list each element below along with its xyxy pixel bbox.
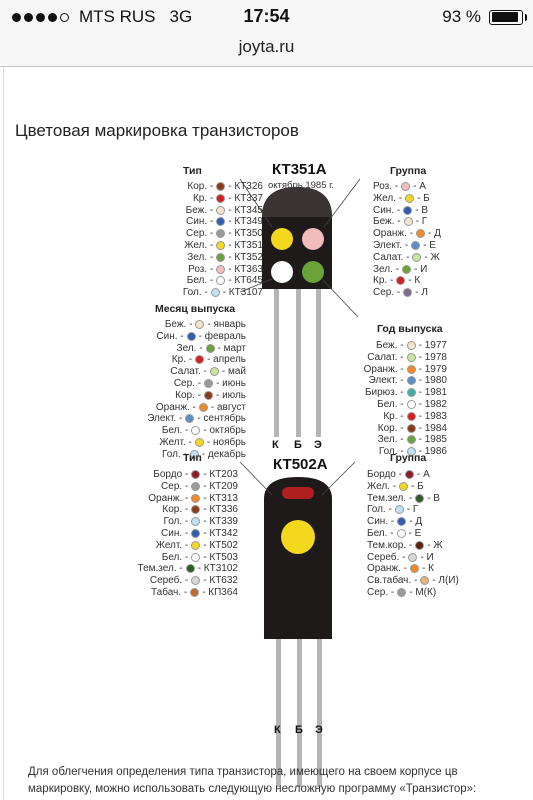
- color-name: Син. -: [373, 204, 401, 216]
- code-value: - Б: [417, 192, 430, 204]
- color-swatch-icon: [408, 553, 417, 562]
- kt502-lead-label-e: Э: [315, 724, 323, 736]
- color-name: Син. -: [367, 516, 395, 528]
- color-name: Зел. -: [176, 342, 203, 354]
- code-value: - А: [416, 469, 430, 480]
- code-value: - октябрь: [203, 425, 246, 437]
- code-value: - 1979: [418, 363, 447, 375]
- color-swatch-icon: [191, 529, 200, 538]
- kt502-body: [264, 477, 332, 639]
- color-swatch-icon: [191, 505, 200, 514]
- color-name: Оранж. -: [367, 563, 407, 575]
- code-value: - Б: [411, 480, 424, 492]
- color-swatch-icon: [407, 412, 416, 421]
- code-value: - КТ363: [228, 263, 263, 275]
- code-value: - 1983: [418, 410, 447, 422]
- color-swatch-icon: [190, 588, 199, 597]
- color-swatch-icon: [186, 564, 195, 573]
- color-name: Тем.зел. -: [367, 492, 413, 504]
- color-swatch-icon: [415, 494, 424, 503]
- code-value: - май: [221, 366, 246, 378]
- color-swatch-icon: [415, 541, 424, 550]
- code-value: - 1982: [418, 399, 447, 410]
- code-value: - Г: [406, 504, 419, 516]
- color-swatch-icon: [407, 424, 416, 433]
- kt502-group-mark: [282, 487, 314, 499]
- color-name: Элект. -: [373, 240, 409, 251]
- kt351-group-row: [373, 264, 427, 275]
- kt502-type-row: [151, 587, 238, 598]
- kt502-type-dot: [281, 520, 315, 554]
- code-value: - Е: [423, 240, 436, 251]
- color-name: Зел. -: [377, 434, 404, 446]
- color-swatch-icon: [216, 276, 225, 285]
- color-swatch-icon: [397, 529, 406, 538]
- color-name: Тем.зел. -: [137, 563, 183, 575]
- kt351-date: октябрь 1985 г.: [268, 180, 335, 191]
- code-value: - 1985: [418, 434, 447, 446]
- kt351-lead-collector: [274, 287, 279, 437]
- kt351-year-heading: Год выпуска: [377, 323, 443, 335]
- kt351-lead-emitter: [316, 287, 321, 437]
- kt351-type-row: [186, 228, 263, 239]
- color-swatch-icon: [401, 182, 410, 191]
- code-value: - декабрь: [201, 448, 246, 460]
- color-swatch-icon: [404, 217, 413, 226]
- color-swatch-icon: [204, 391, 213, 400]
- color-swatch-icon: [185, 414, 194, 423]
- kt502-type-heading: Тип: [183, 452, 202, 464]
- color-swatch-icon: [407, 353, 416, 362]
- code-value: - Г: [415, 216, 428, 228]
- color-name: Кор. -: [377, 422, 404, 434]
- kt351-year-dot: [302, 261, 324, 283]
- color-name: Зел. -: [373, 263, 399, 275]
- color-swatch-icon: [396, 276, 405, 285]
- status-bar: [0, 0, 533, 34]
- color-swatch-icon: [216, 229, 225, 238]
- kt351-month-row: [172, 354, 246, 365]
- color-name: Салат. -: [367, 351, 404, 363]
- color-swatch-icon: [216, 182, 225, 191]
- color-swatch-icon: [397, 517, 406, 526]
- color-swatch-icon: [191, 553, 200, 562]
- code-value: - КТ350: [228, 228, 263, 240]
- kt351-year-row: [376, 340, 447, 351]
- code-value: - 1986: [418, 446, 447, 458]
- color-swatch-icon: [407, 435, 416, 444]
- code-value: - КТ336: [203, 504, 238, 516]
- kt351-group-row: [373, 240, 436, 251]
- kt351-lead-label-e: Э: [314, 439, 322, 451]
- kt351-year-row: [378, 423, 447, 434]
- code-value: - КТ502: [203, 539, 238, 551]
- code-value: - Л: [415, 287, 428, 299]
- color-name: Бордо -: [367, 469, 402, 480]
- kt351-group-row: [373, 252, 440, 263]
- network-type: 3G: [169, 7, 193, 26]
- color-name: Син. -: [156, 330, 184, 342]
- kt502-type-row: [156, 540, 238, 551]
- color-swatch-icon: [195, 355, 204, 364]
- color-name: Сереб. -: [367, 551, 406, 563]
- kt351-group-heading: Группа: [390, 165, 427, 177]
- color-name: Бел. -: [161, 425, 189, 437]
- kt502-group-row: [367, 540, 443, 551]
- color-name: Оранж. -: [148, 492, 189, 504]
- code-value: - КТ645: [228, 275, 263, 287]
- kt502-type-row: [153, 469, 238, 480]
- color-name: Беж. -: [185, 204, 214, 216]
- kt351-model: КТ351А: [272, 161, 327, 178]
- kt502-group-row: [367, 552, 434, 563]
- code-value: - КТ3107: [222, 287, 263, 299]
- color-swatch-icon: [395, 505, 404, 514]
- kt351-lead-label-k: К: [272, 439, 279, 451]
- code-value: - Е: [408, 528, 422, 539]
- kt502-model: КТ502А: [273, 456, 328, 473]
- article-title: Цветовая маркировка транзисторов: [15, 121, 299, 140]
- color-name: Элект. -: [368, 375, 404, 387]
- color-swatch-icon: [206, 344, 215, 353]
- code-value: - март: [217, 342, 246, 354]
- paragraph-line-1: Для облегчения определения типа транзистора, имеющего на своем корпусе цв: [28, 766, 458, 778]
- color-swatch-icon: [403, 206, 412, 215]
- color-name: Желт. -: [159, 437, 192, 448]
- color-swatch-icon: [407, 388, 416, 397]
- color-swatch-icon: [216, 241, 225, 250]
- color-name: Бел. -: [377, 399, 404, 410]
- code-value: - М(К): [409, 587, 437, 598]
- color-name: Сер. -: [186, 228, 214, 240]
- color-swatch-icon: [407, 365, 416, 374]
- color-name: Гол. -: [378, 446, 404, 458]
- paragraph-line-2: маркировку, можно использовать следующую несложную программу «Транзистор»:: [28, 783, 477, 795]
- color-name: Гол. -: [182, 287, 208, 299]
- kt351-month-row: [156, 402, 246, 413]
- battery-icon: [489, 10, 523, 25]
- color-swatch-icon: [403, 288, 412, 297]
- kt351-group-row: [373, 193, 430, 204]
- code-value: - И: [414, 263, 428, 275]
- code-value: - Д: [409, 516, 423, 528]
- color-swatch-icon: [407, 376, 416, 385]
- code-value: - Ж: [424, 251, 440, 263]
- kt351-type-row: [186, 216, 263, 227]
- code-value: - июль: [215, 389, 246, 401]
- color-swatch-icon: [405, 194, 414, 203]
- kt351-month-row: [162, 449, 246, 460]
- color-name: Бел. -: [367, 528, 394, 539]
- code-value: - В: [427, 492, 440, 504]
- kt502-group-heading: Группа: [390, 452, 427, 464]
- kt502-type-row: [163, 516, 238, 527]
- code-value: - Д: [428, 228, 441, 240]
- color-swatch-icon: [407, 341, 416, 350]
- kt351-month-row: [177, 343, 246, 354]
- kt502-type-row: [150, 575, 238, 586]
- color-swatch-icon: [195, 320, 204, 329]
- kt351-type-row: [186, 205, 263, 216]
- code-value: - январь: [207, 319, 246, 330]
- color-swatch-icon: [204, 379, 213, 388]
- kt351-type-row: [187, 181, 263, 192]
- code-value: - К: [408, 275, 421, 287]
- code-value: - КТ337: [228, 192, 263, 204]
- color-name: Син. -: [186, 216, 214, 228]
- color-name: Син. -: [161, 528, 189, 539]
- color-swatch-icon: [191, 576, 200, 585]
- code-value: - 1977: [418, 340, 447, 351]
- code-value: - КТ352: [228, 251, 263, 263]
- kt502-lead-label-b: Б: [295, 724, 303, 736]
- color-swatch-icon: [416, 229, 425, 238]
- color-name: Гол. -: [163, 516, 189, 528]
- kt351-type-row: [188, 264, 263, 275]
- color-name: Сер. -: [373, 287, 401, 299]
- code-value: - апрель: [207, 354, 246, 366]
- color-swatch-icon: [199, 403, 208, 412]
- color-swatch-icon: [216, 206, 225, 215]
- code-value: - КТ342: [203, 528, 238, 539]
- kt351-month-row: [170, 366, 246, 377]
- code-value: - сентябрь: [197, 413, 246, 425]
- code-value: - август: [210, 401, 246, 413]
- kt502-group-row: [367, 587, 436, 598]
- color-name: Сер. -: [161, 480, 189, 492]
- code-value: - КТ345: [228, 204, 263, 216]
- kt351-month-row: [175, 390, 246, 401]
- code-value: - 1980: [418, 375, 447, 387]
- color-swatch-icon: [412, 253, 421, 262]
- code-value: - КТ326: [228, 181, 263, 192]
- color-name: Бел. -: [186, 275, 214, 287]
- kt502-group-row: [367, 528, 421, 539]
- code-value: - И: [420, 551, 434, 563]
- kt351-month-heading: Месяц выпуска: [155, 303, 236, 315]
- kt351-month-row: [147, 413, 246, 424]
- color-name: Кр. -: [373, 275, 394, 287]
- color-name: Роз. -: [373, 181, 399, 192]
- color-name: Оранж. -: [373, 228, 413, 240]
- color-name: Жел. -: [184, 240, 214, 251]
- color-name: Жел. -: [367, 480, 397, 492]
- color-name: Кр. -: [171, 354, 193, 366]
- color-swatch-icon: [397, 588, 406, 597]
- color-swatch-icon: [216, 253, 225, 262]
- transistor-drawings: [0, 67, 533, 787]
- color-swatch-icon: [405, 470, 414, 479]
- kt351-group-row: [373, 181, 426, 192]
- kt351-month-row: [174, 378, 246, 389]
- code-value: - КТ209: [203, 480, 238, 492]
- code-value: - КТ349: [228, 216, 263, 228]
- address-bar[interactable]: [0, 34, 533, 67]
- kt351-month-row: [162, 425, 246, 436]
- color-name: Кр. -: [192, 192, 214, 204]
- kt502-group-row: [367, 504, 418, 515]
- code-value: - КТ203: [203, 469, 238, 480]
- code-value: - КТ351: [228, 240, 263, 251]
- color-name: Элект. -: [147, 413, 183, 425]
- color-swatch-icon: [216, 265, 225, 274]
- code-value: - К: [422, 563, 434, 575]
- battery-area: [442, 7, 523, 27]
- code-value: - 1984: [418, 422, 447, 434]
- color-swatch-icon: [216, 217, 225, 226]
- kt502-type-row: [162, 552, 238, 563]
- page-content[interactable]: [0, 67, 533, 800]
- kt351-year-row: [364, 364, 447, 375]
- kt502-group-row: [367, 469, 430, 480]
- color-name: Кор. -: [175, 389, 201, 401]
- kt351-year-row: [377, 399, 447, 410]
- kt351-year-row: [383, 411, 447, 422]
- code-value: - Л(И): [432, 575, 459, 587]
- kt351-group-row: [373, 216, 427, 227]
- code-value: - КТ339: [203, 516, 238, 528]
- color-swatch-icon: [191, 517, 200, 526]
- color-swatch-icon: [195, 438, 204, 447]
- kt351-year-row: [365, 387, 447, 398]
- kt351-month-row: [156, 331, 246, 342]
- carrier-name: MTS RUS: [79, 7, 156, 26]
- color-name: Гол. -: [367, 504, 392, 516]
- color-swatch-icon: [216, 194, 225, 203]
- color-name: Св.табач. -: [367, 575, 418, 587]
- kt502-lead-label-k: К: [274, 724, 281, 736]
- kt502-group-row: [367, 493, 440, 504]
- transistor-marking-figure: [0, 67, 533, 787]
- color-swatch-icon: [187, 332, 196, 341]
- kt351-group-row: [373, 205, 428, 216]
- code-value: - КТ313: [203, 492, 238, 504]
- kt502-type-row: [148, 493, 238, 504]
- code-value: - А: [413, 181, 426, 192]
- color-name: Роз. -: [188, 263, 214, 275]
- kt351-month-row: [159, 437, 246, 448]
- color-name: Зел. -: [187, 251, 214, 263]
- color-name: Оранж. -: [155, 401, 196, 413]
- color-swatch-icon: [410, 564, 419, 573]
- clock: 17:54: [243, 6, 290, 26]
- color-name: Табач. -: [151, 587, 188, 598]
- kt502-group-row: [367, 563, 434, 574]
- color-swatch-icon: [210, 367, 219, 376]
- kt502-type-row: [161, 528, 238, 539]
- color-swatch-icon: [399, 482, 408, 491]
- kt351-month-row: [165, 319, 246, 330]
- kt351-type-row: [193, 193, 263, 204]
- kt502-type-row: [161, 481, 238, 492]
- kt351-group-dot: [302, 228, 324, 250]
- color-swatch-icon: [191, 470, 200, 479]
- kt351-group-row: [373, 287, 428, 298]
- color-swatch-icon: [402, 265, 411, 274]
- color-name: Салат. -: [170, 366, 207, 378]
- kt351-type-row: [184, 240, 263, 251]
- kt502-group-row: [367, 516, 422, 527]
- color-swatch-icon: [191, 482, 200, 491]
- kt502-type-row: [138, 563, 238, 574]
- color-swatch-icon: [191, 541, 200, 550]
- code-value: - Ж: [427, 539, 443, 551]
- kt351-lead-base: [296, 287, 301, 437]
- url-text: joyta.ru: [238, 37, 295, 56]
- kt502-group-row: [367, 481, 424, 492]
- color-swatch-icon: [191, 426, 200, 435]
- kt351-year-row: [378, 434, 447, 445]
- kt351-lead-label-b: Б: [294, 439, 302, 451]
- color-name: Жел. -: [373, 192, 403, 204]
- color-name: Сереб. -: [149, 575, 189, 587]
- code-value: - февраль: [198, 330, 246, 342]
- color-swatch-icon: [191, 494, 200, 503]
- battery-percent: 93 %: [442, 7, 481, 26]
- color-name: Бел. -: [161, 551, 189, 563]
- kt502-group-row: [367, 575, 459, 586]
- color-name: Кор. -: [187, 181, 214, 192]
- color-name: Кор. -: [162, 504, 189, 516]
- code-value: - В: [415, 204, 428, 216]
- article-paragraph: [28, 764, 533, 798]
- kt351-type-heading: Тип: [183, 165, 202, 177]
- code-value: - 1981: [418, 387, 447, 399]
- color-name: Беж. -: [373, 216, 401, 228]
- color-name: Бирюз. -: [364, 387, 404, 399]
- kt351-group-row: [373, 275, 420, 286]
- color-swatch-icon: [407, 400, 416, 409]
- code-value: - КТ632: [203, 575, 238, 587]
- color-name: Тем.кор. -: [367, 539, 413, 551]
- color-name: Оранж. -: [363, 363, 404, 375]
- kt351-group-row: [373, 228, 441, 239]
- color-swatch-icon: [211, 288, 220, 297]
- kt351-top: [262, 187, 332, 217]
- kt351-year-row: [369, 375, 447, 386]
- color-name: Кр. -: [383, 410, 404, 422]
- color-swatch-icon: [420, 576, 429, 585]
- code-value: - июнь: [216, 378, 246, 389]
- color-name: Желт. -: [155, 539, 189, 551]
- kt351-type-row: [183, 287, 263, 298]
- kt351-month-dot: [271, 261, 293, 283]
- color-name: Беж. -: [164, 319, 193, 330]
- color-name: Сер. -: [367, 587, 395, 598]
- code-value: - КТ503: [203, 551, 238, 563]
- code-value: - КП364: [202, 587, 238, 598]
- color-name: Салат. -: [373, 251, 410, 263]
- kt351-year-row: [367, 352, 447, 363]
- kt351-type-row: [187, 252, 263, 263]
- code-value: - ноябрь: [206, 437, 246, 448]
- color-swatch-icon: [411, 241, 420, 250]
- code-value: - КТ3102: [197, 563, 238, 575]
- color-name: Бордо -: [153, 469, 189, 480]
- color-name: Гол. -: [162, 448, 187, 460]
- kt502-type-row: [162, 504, 238, 515]
- code-value: - 1978: [418, 351, 447, 363]
- kt351-type-row: [187, 275, 263, 286]
- color-name: Беж. -: [376, 340, 404, 351]
- color-name: Сер. -: [173, 378, 202, 389]
- kt351-type-dot: [271, 228, 293, 250]
